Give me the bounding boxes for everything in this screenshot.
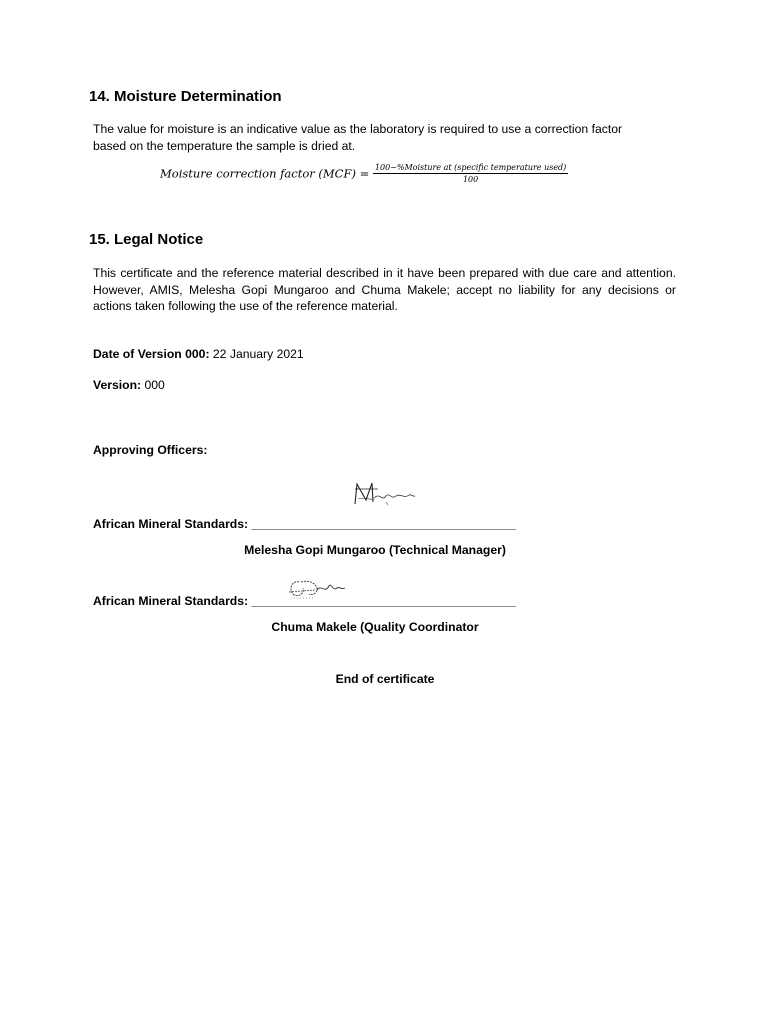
- signature-line: _______________________________________: [251, 517, 516, 531]
- formula-lhs: Moisture correction factor (MCF) =: [160, 166, 370, 181]
- approval-line-1: [93, 516, 516, 533]
- approval-org-label: African Mineral Standards:: [93, 517, 249, 531]
- end-of-certificate: End of certificate: [335, 672, 435, 686]
- legal-heading: 15. Legal Notice: [89, 231, 204, 248]
- version-number: [93, 377, 165, 394]
- mcf-formula: [160, 163, 568, 184]
- moisture-text-line2: based on the temperature the sample is dried at.: [93, 138, 356, 153]
- approval-org-label: African Mineral Standards:: [93, 594, 249, 608]
- version-date-value: 22 January 2021: [212, 347, 304, 361]
- moisture-text-line1: The value for moisture is an indicative value as the laboratory is required to use a correction factor: [93, 122, 623, 136]
- version-date: [93, 346, 304, 363]
- version-value: 000: [144, 378, 165, 392]
- formula-numerator: 100−%Moisture at (specific temperature used): [374, 163, 567, 172]
- officer-name-2: Chuma Makele (Quality Coordinator: [271, 620, 479, 634]
- moisture-heading: 14. Moisture Determination: [89, 88, 282, 105]
- approving-officers-heading: Approving Officers:: [93, 443, 208, 457]
- officer-name-1: Melesha Gopi Mungaroo (Technical Manager): [244, 543, 506, 557]
- moisture-text: [93, 121, 683, 154]
- approval-line-2: [93, 593, 516, 610]
- version-label: Version:: [93, 378, 142, 392]
- formula-denominator: 100: [462, 175, 479, 184]
- version-date-label: Date of Version 000:: [93, 347, 210, 361]
- legal-text: This certificate and the reference material described in it have been prepared with due care and attention. However, AMIS, Melesha Gopi Mungaroo and Chuma Makele; accept no liability for any decisions or actions taken following the use of the reference material.: [93, 266, 676, 313]
- formula-fraction: [373, 163, 568, 184]
- signature-line: _______________________________________: [251, 594, 516, 608]
- signature-melesha: [352, 480, 416, 510]
